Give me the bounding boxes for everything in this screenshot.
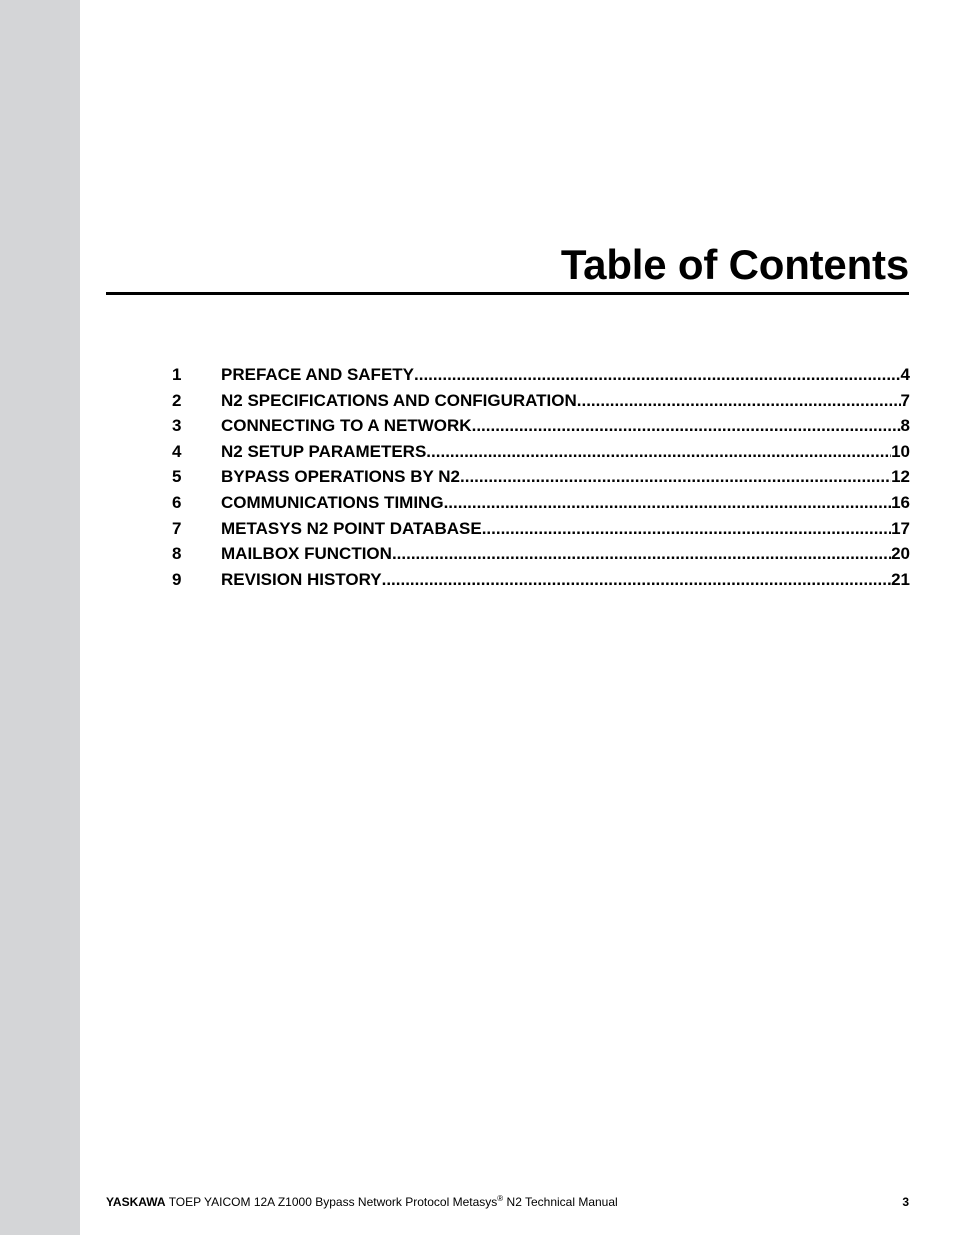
toc-entry-number: 4 <box>172 441 182 461</box>
toc-entry-label: METASYS N2 POINT DATABASE <box>221 518 482 538</box>
toc-entry[interactable] <box>172 493 910 519</box>
toc-entry[interactable] <box>172 416 910 442</box>
toc-entry-number: 8 <box>172 544 182 564</box>
toc-entry-number: 9 <box>172 569 182 589</box>
toc-dot-leader <box>414 365 901 385</box>
toc-entry-page: 8 <box>900 416 910 436</box>
toc-entry-page: 12 <box>891 467 910 487</box>
toc-entry-label: N2 SPECIFICATIONS AND CONFIGURATION <box>221 390 577 410</box>
toc-entry-page: 16 <box>891 492 910 512</box>
toc-dot-leader <box>444 493 892 513</box>
toc-entry-label: PREFACE AND SAFETY <box>221 365 415 384</box>
toc-entry-label: N2 SETUP PARAMETERS <box>221 441 427 461</box>
footer-manual-title-suffix: N2 Technical Manual <box>503 1195 618 1209</box>
toc-dot-leader <box>577 391 901 411</box>
toc-entry-page: 21 <box>891 569 910 589</box>
toc-entry-page: 10 <box>891 441 910 461</box>
toc-dot-leader <box>392 544 891 564</box>
toc-entry-label: CONNECTING TO A NETWORK <box>221 416 472 436</box>
toc-entry-page: 7 <box>900 390 910 410</box>
side-margin-strip <box>0 0 80 1235</box>
toc-entry-number: 2 <box>172 390 182 410</box>
toc-entry[interactable] <box>172 467 910 493</box>
page-number: 3 <box>902 1195 909 1209</box>
toc-dot-leader <box>482 519 891 539</box>
toc-entry[interactable] <box>172 391 910 417</box>
title-underline-rule <box>106 292 909 295</box>
toc-entry-label: REVISION HISTORY <box>221 569 382 589</box>
toc-entry[interactable] <box>172 544 910 570</box>
toc-dot-leader <box>460 467 891 487</box>
toc-entry-number: 6 <box>172 492 182 512</box>
toc-dot-leader <box>426 442 891 462</box>
toc-entry-number: 5 <box>172 467 182 487</box>
toc-entry[interactable] <box>172 365 910 391</box>
registered-mark: ® <box>497 1194 504 1203</box>
toc-entry-page: 4 <box>900 365 910 384</box>
toc-entry-label: COMMUNICATIONS TIMING <box>221 492 444 512</box>
page-title: Table of Contents <box>560 241 909 288</box>
toc-entry-number: 7 <box>172 518 182 538</box>
toc-entry-number: 1 <box>172 365 182 384</box>
toc-entry[interactable] <box>172 442 910 468</box>
toc-entry-number: 3 <box>172 416 182 436</box>
toc-dot-leader <box>472 416 901 436</box>
toc-entry-page: 20 <box>891 544 910 564</box>
toc-entry[interactable] <box>172 570 910 596</box>
toc-entry-label: BYPASS OPERATIONS BY N2 <box>221 467 460 487</box>
footer-brand: YASKAWA <box>106 1195 166 1209</box>
toc-entry[interactable] <box>172 519 910 545</box>
page-footer <box>106 1195 618 1209</box>
footer-manual-title: TOEP YAICOM 12A Z1000 Bypass Network Protocol Metasys <box>165 1195 498 1209</box>
toc-entry-page: 17 <box>891 518 910 538</box>
toc-dot-leader <box>382 570 891 590</box>
toc-entry-label: MAILBOX FUNCTION <box>221 544 392 564</box>
table-of-contents <box>172 365 910 595</box>
